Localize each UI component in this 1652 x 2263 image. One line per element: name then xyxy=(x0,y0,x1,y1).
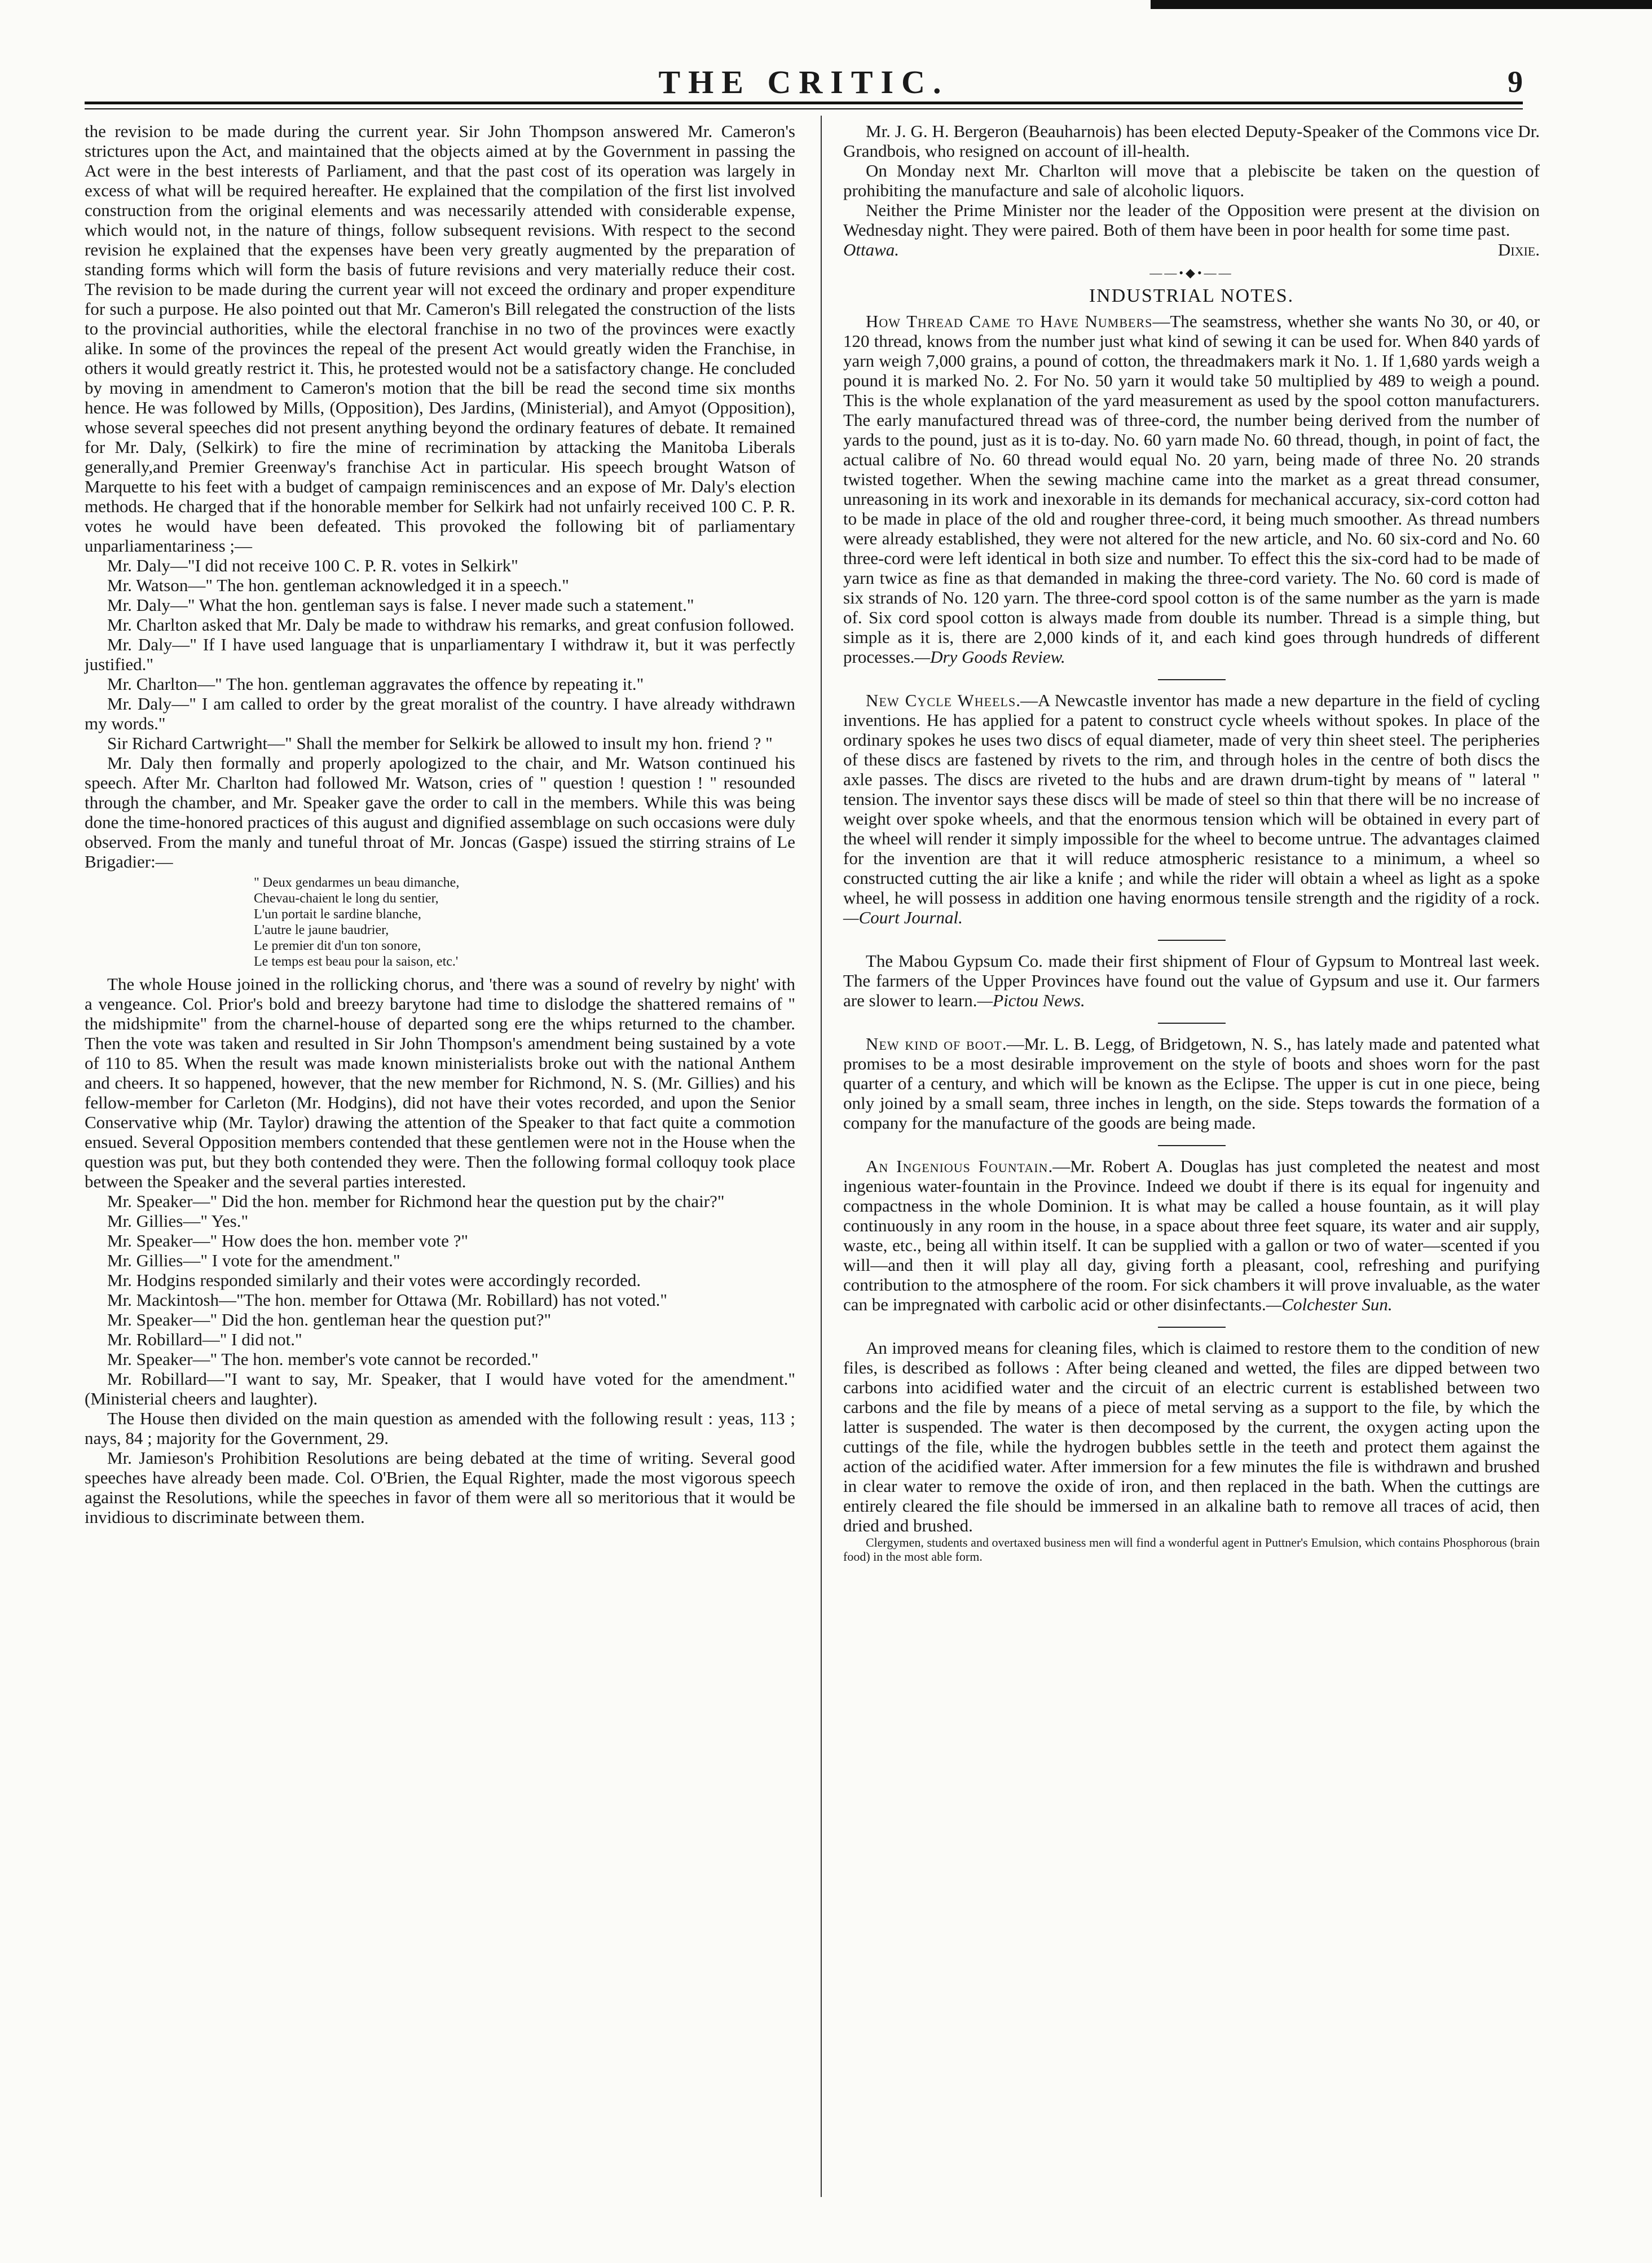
note-source: —Colchester Sun. xyxy=(1266,1295,1393,1314)
header-rule-thick xyxy=(85,102,1523,104)
note-source: —Court Journal. xyxy=(843,908,963,927)
article-paragraph: Mr. Hodgins responded similarly and their votes were accordingly recorded. xyxy=(107,1270,641,1290)
news-paragraph: Mr. J. G. H. Bergeron (Beauharnois) has been elected Deputy-Speaker of the Commons vice Dr. Grandbois, who resigned on account of ill-health. xyxy=(843,121,1540,161)
verse-line: Chevau-chaient le long du sentier, xyxy=(254,891,439,906)
note-text: .—Mr. L. B. Legg, of Bridgetown, N. S., has lately made and patented what promises to be a most desirable improvement on the style of boots and shoes worn for the past quarter of a century, and which will be known as the Eclipse. The upper is cut in one piece, being only joined by a small seam, three inches in length, on the side. Steps towards the formation of a company for the manufacture of the goods are being made. xyxy=(843,1034,1540,1133)
article-paragraph: Mr. Gillies—" Yes." xyxy=(107,1211,249,1231)
verse-block xyxy=(254,875,795,970)
article-paragraph: Mr. Robillard—"I want to say, Mr. Speaker, that I would have voted for the amendment." (Ministerial cheers and laughter). xyxy=(85,1369,795,1408)
masthead-title: THE CRITIC. xyxy=(658,64,949,100)
top-edge-bar xyxy=(1151,0,1652,9)
note-head: An Ingenious Fountain xyxy=(866,1156,1049,1176)
note-source: —Pictou News. xyxy=(977,990,1085,1010)
note-head: How Thread Came to Have Numbers xyxy=(866,311,1153,331)
note-divider xyxy=(1158,1327,1226,1328)
article-paragraph: Mr. Daly—" What the hon. gentleman says is false. I never made such a statement." xyxy=(107,595,694,615)
note-text: —The seamstress, whether she wants No 30, or 40, or 120 thread, knows from the number just what kind of sewing it can be used for. When 840 yards of yarn weigh 7,000 grains, a pound of cotton, the threadmakers mark it No. 1. If 1,680 yards weigh a pound it is marked No. 2. For No. 50 yarn it would take 50 multiplied by 489 to weigh a pound. This is the whole explanation of the yard measurement as used by the spool cotton manufacturers. The early manufactured thread was of three-cord, the number being derived from the number of yards to the pound, just as it is to-day. No. 60 yarn made No. 60 thread, though, in point of fact, the actual calibre of No. 60 thread would equal No. 20 yarn, being made of three No. 20 strands twisted together. When the sewing machine came into the market as a great thread consumer, unreasoning in its work and inexorable in its demands for mechanical accuracy, six-cord cotton had to be made in place of the old and rougher three-cord, it being much smoother. As thread numbers were already established, they were not altered for the new article, and No. 60 six-cord and No. 60 three-cord were left identical in both size and number. To effect this the six-cord had to be made of yarn twice as fine as that demanded in making the three-cord variety. The No. 60 cord is made of six strands of No. 120 yarn. The three-cord spool cotton is of the same number as the yarn is made of. Six cord spool cotton is always made from double its number. Thread is a simple thing, but simple as it is, there are 2,000 kinds of it, and each kind goes through hundreds of different processes. xyxy=(843,311,1540,667)
note-paragraph xyxy=(843,690,1540,927)
article-paragraph: Mr. Speaker—" Did the hon. member for Richmond hear the question put by the chair?" xyxy=(107,1191,725,1211)
note-divider xyxy=(1158,1145,1226,1146)
page-header xyxy=(85,63,1523,100)
article-paragraph: Mr. Speaker—" How does the hon. member vote ?" xyxy=(107,1231,468,1251)
article-paragraph: The whole House joined in the rollicking chorus, and 'there was a sound of revelry by night' with a vengeance. Col. Prior's bold and breezy barytone had time to dislodge the shattered remains of " the midshipmite" from the charnel-house of departed song ere the whips returned to the chamber. Then the vote was taken and resulted in Sir John Thompson's amendment being sustained by a vote of 110 to 85. When the result was made known ministerialists broke out with the national Anthem and cheers. It so happened, however, that the new member for Richmond, N. S. (Mr. Gillies) and his fellow-member for Carleton (Mr. Hodgins), did not have their votes recorded, and upon the Senior Conservative whip (Mr. Taylor) drawing the attention of the Speaker to that fact quite a commotion ensued. Several Opposition members contended that these gentlemen were not in the House when the question was put, but they both contended they were. Then the following formal colloquy took place between the Speaker and the several parties interested. xyxy=(85,974,795,1191)
article-paragraph: Mr. Charlton—" The hon. gentleman aggravates the offence by repeating it." xyxy=(107,674,644,694)
left-column xyxy=(85,121,795,1527)
article-paragraph: The House then divided on the main question as amended with the following result : yeas, 113 ; nays, 84 ; majority for the Government, 29. xyxy=(85,1408,795,1448)
article-paragraph: Sir Richard Cartwright—" Shall the member for Selkirk be allowed to insult my hon. friend ? " xyxy=(107,733,773,753)
header-rule-thin xyxy=(85,108,1523,109)
article-paragraph: Mr. Mackintosh—"The hon. member for Ottawa (Mr. Robillard) has not voted." xyxy=(107,1290,668,1310)
news-paragraph: Neither the Prime Minister nor the leader of the Opposition were present at the division on Wednesday night. They were paired. Both of them have been in poor health for some time past. xyxy=(843,200,1540,240)
article-paragraph: Mr. Daly then formally and properly apologized to the chair, and Mr. Watson continued his speech. After Mr. Charlton had followed Mr. Watson, cries of " question ! question ! " resounded through the chamber, and Mr. Speaker gave the order to call in the members. While this was being done the time-honored practices of this august and dignified assemblage on such occasions were duly observed. From the manly and tuneful throat of Mr. Joncas (Gaspe) issued the stirring strains of Le Brigadier:— xyxy=(85,753,795,871)
signature-place: Ottawa. xyxy=(843,240,900,259)
note-paragraph xyxy=(843,951,1540,1010)
note-source: —Dry Goods Review. xyxy=(914,647,1065,667)
note-divider xyxy=(1158,1023,1226,1024)
note-paragraph xyxy=(843,311,1540,667)
verse-line: Le temps est beau pour la saison, etc.' xyxy=(254,954,459,969)
note-divider xyxy=(1158,679,1226,680)
ornament-divider: ——•◆•—— xyxy=(1149,266,1234,280)
signature-name: Dixie. xyxy=(1497,240,1540,259)
note-paragraph xyxy=(843,1156,1540,1314)
article-paragraph: Mr. Speaker—" The hon. member's vote cannot be recorded." xyxy=(107,1349,539,1369)
note-text: The Mabou Gypsum Co. made their first shipment of Flour of Gypsum to Montreal last week. The farmers of the Upper Provinces have found out the value of Gypsum and use it. Our farmers are slower to learn. xyxy=(843,951,1540,1010)
article-paragraph: Mr. Robillard—" I did not." xyxy=(107,1329,302,1349)
article-paragraph: Mr. Charlton asked that Mr. Daly be made to withdraw his remarks, and great confusion followed. xyxy=(107,615,795,635)
note-paragraph xyxy=(843,1034,1540,1133)
verse-line: Le premier dit d'un ton sonore, xyxy=(254,939,421,953)
section-heading: INDUSTRIAL NOTES. xyxy=(1089,285,1294,306)
verse-line: L'autre le jaune baudrier, xyxy=(254,923,389,937)
correspondent-signature xyxy=(843,240,1540,259)
page-number: 9 xyxy=(1508,65,1523,99)
article-paragraph: Mr. Gillies—" I vote for the amendment." xyxy=(107,1251,400,1270)
article-paragraph: Mr. Daly—" If I have used language that is unparliamentary I withdraw it, but it was perfectly justified." xyxy=(85,635,795,674)
note-text: .—Mr. Robert A. Douglas has just completed the neatest and most ingenious water-fountain in the Province. Indeed we doubt if there is its equal for ingenuity and compactness in the whole Dominion. It is what may be called a house fountain, as it will play continuously in any room in the house, in a space about three feet square, its water and air supply, waste, etc., being all within itself. It can be supplied with a gallon or two of water—scented if you will—and then it will play all day, giving forth a pleasant, cool, refreshing and purifying contribution to the atmosphere of the room. For sick chambers it will prove invaluable, as the water can be impregnated with carbolic acid or other disinfectants. xyxy=(843,1156,1540,1314)
note-head: New Cycle Wheels xyxy=(866,690,1016,710)
column-separator xyxy=(821,116,822,2197)
article-paragraph: Mr. Daly—" I am called to order by the great moralist of the country. I have already withdrawn my words." xyxy=(85,694,795,733)
note-divider xyxy=(1158,940,1226,941)
article-paragraph: Mr. Daly—"I did not receive 100 C. P. R. votes in Selkirk" xyxy=(107,556,518,575)
note-text: An improved means for cleaning files, which is claimed to restore them to the condition of new files, is described as follows : After being cleaned and wetted, the files are dipped between two carbons into acidified water and the circuit of an electric current is established between two carbons and the file by means of a piece of metal serving as a support to the file, by which the latter is suspended. The water is then decomposed by the current, the oxygen acting upon the cuttings of the file, while the hydrogen bubbles settle in the teeth and protect them against the action of the acidified water. After immersion for a few minutes the file is withdrawn and brushed in clear water to remove the oxide of iron, and then replaced in the bath. When the cuttings are entirely cleared the file should be immersed in an alkaline bath to remove all traces of acid, then dried and brushed. xyxy=(843,1338,1540,1535)
note-head: New kind of boot xyxy=(866,1034,1002,1054)
note-paragraph xyxy=(843,1338,1540,1535)
right-column xyxy=(843,121,1540,1564)
verse-line: " Deux gendarmes un beau dimanche, xyxy=(254,875,460,890)
note-text: .—A Newcastle inventor has made a new departure in the field of cycling inventions. He has applied for a patent to construct cycle wheels without spokes. In place of the ordinary spokes he uses two discs of equal diameter, made of very thin sheet steel. The peripheries of these discs are fastened by rivets to the rim, and through holes in the centre of both discs the axle passes. The discs are riveted to the hubs and are drawn drum-tight by means of " lateral " tension. The inventor says these discs will be made of steel so thin that there will be no increase of weight over spoke wheels, and that the enormous tension which will be obtained in every part of the wheel will render it simply impossible for the wheel to become untrue. The advantages claimed for the invention are that it will reduce atmospheric resistance to a minimum, a wheel so constructed cutting the air like a knife ; and while the rider will obtain a wheel as light as a spoke wheel, he will possess in addition one having enormous tensile strength and the rigidity of a rock. xyxy=(843,690,1540,908)
advertisement-footnote: Clergymen, students and overtaxed business men will find a wonderful agent in Puttner's Emulsion, which contains Phosphorous (brain food) in the most able form. xyxy=(843,1535,1540,1564)
article-paragraph: the revision to be made during the current year. Sir John Thompson answered Mr. Cameron's strictures upon the Act, and maintained that the objects aimed at by the Government in passing the Act were in the best interests of Parliament, and that the past cost of its operation was largely in excess of what will be required hereafter. He explained that the compilation of the first list involved construction from the original elements and was necessarily attended with considerable expense, which would not, in the nature of things, follow subsequent revisions. With respect to the second revision he explained that the expenses have been very greatly augmented by the preparation of standing forms which will form the basis of future revisions and very materially reduce their cost. The revision to be made during the current year will not exceed the ordinary and proper expenditure for such a purpose. He also pointed out that Mr. Cameron's Bill relegated the construction of the lists to the provincial authorities, while the electoral franchise in no two of the provinces were exactly alike. In some of the provinces the repeal of the present Act would greatly widen the Franchise, in others it would greatly restrict it. This, he protested would not be a satisfactory change. He concluded by moving in amendment to Cameron's motion that the bill be read the second time six months hence. He was followed by Mills, (Opposition), Des Jardins, (Ministerial), and Amyot (Opposition), whose several speeches did not present anything beyond the ordinary features of debate. It remained for Mr. Daly, (Selkirk) to fire the mine of recrimination by attacking the Manitoba Liberals generally,and Premier Greenway's franchise Act in particular. His speech brought Watson of Marquette to his feet with a budget of campaign reminiscences and an expose of Mr. Daly's election methods. He charged that if the honorable member for Selkirk had not unfairly received 100 C. P. R. votes he would have been defeated. This provoked the following bit of parliamentary unparliamentariness ;— xyxy=(85,121,795,556)
news-paragraph: On Monday next Mr. Charlton will move that a plebiscite be taken on the question of prohibiting the manufacture and sale of alcoholic liquors. xyxy=(843,161,1540,200)
article-paragraph: Mr. Watson—" The hon. gentleman acknowledged it in a speech." xyxy=(107,575,569,595)
article-paragraph: Mr. Speaker—" Did the hon. gentleman hear the question put?" xyxy=(107,1310,552,1329)
article-paragraph: Mr. Jamieson's Prohibition Resolutions are being debated at the time of writing. Several good speeches have already been made. Col. O'Brien, the Equal Righter, made the most vigorous speech against the Resolutions, while the speeches in favor of them were all so meritorious that it would be invidious to discriminate between them. xyxy=(85,1448,795,1527)
verse-line: L'un portait le sardine blanche, xyxy=(254,907,421,922)
